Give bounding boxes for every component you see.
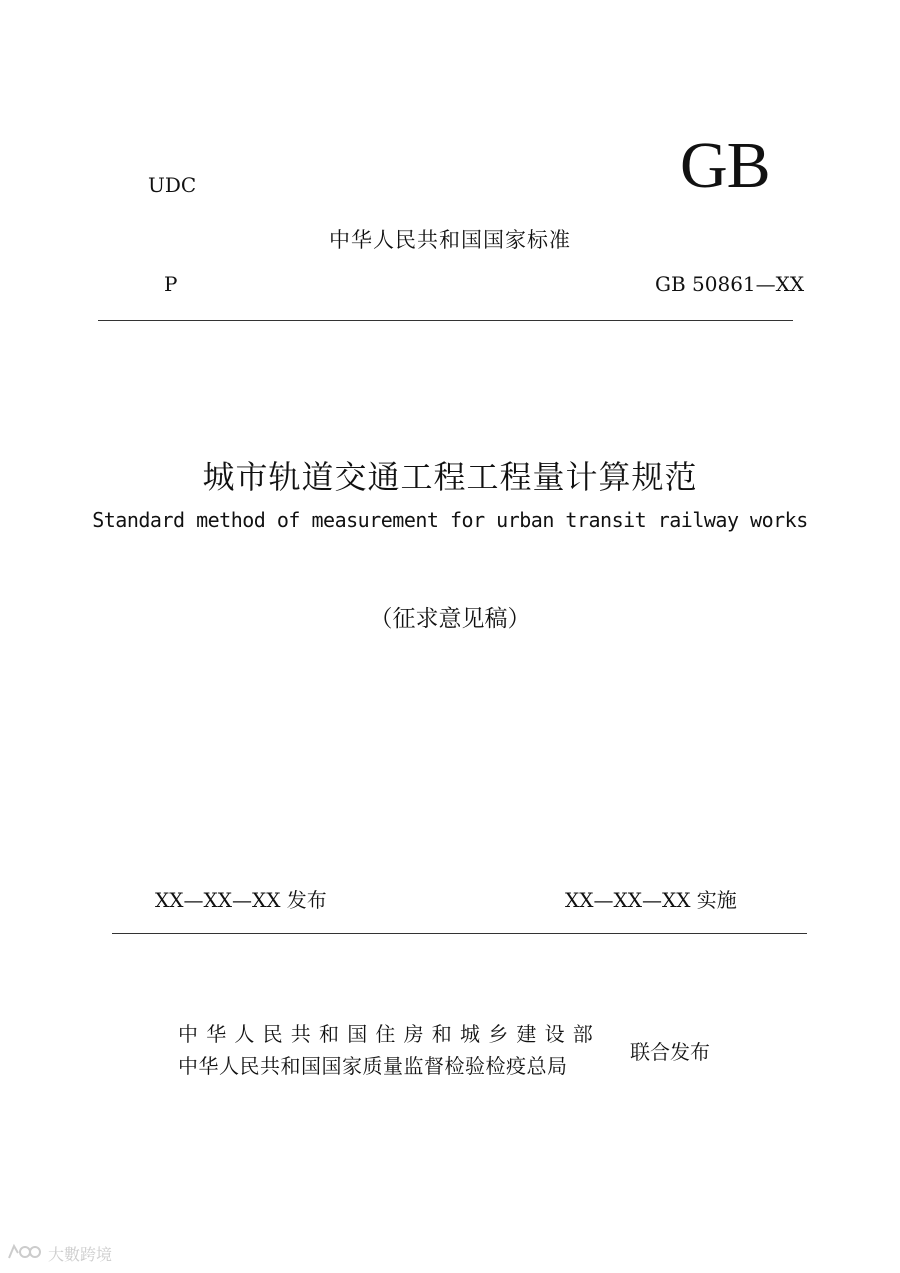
standard-number: GB 50861—XX (655, 272, 805, 296)
publisher-ministry: 中华人民共和国住房和城乡建设部 (178, 1022, 601, 1046)
draft-note: （征求意见稿） (369, 606, 531, 632)
document-title-chinese: 城市轨道交通工程工程量计算规范 (202, 458, 698, 496)
classification-code: P (164, 272, 178, 296)
issue-date: XX—XX—XX 发布 (155, 888, 327, 912)
watermark (6, 1242, 112, 1265)
implementation-date: XX—XX—XX 实施 (565, 888, 737, 912)
top-divider (98, 320, 793, 321)
joint-release-label: 联合发布 (630, 1040, 710, 1064)
brand-logo-icon (6, 1243, 44, 1265)
publisher-aqsiq: 中华人民共和国国家质量监督检验检疫总局 (178, 1054, 568, 1078)
udc-label: UDC (148, 173, 197, 197)
national-standard-heading: 中华人民共和国国家标准 (329, 228, 571, 252)
watermark-text: 大數跨境 (48, 1245, 113, 1264)
bottom-divider (112, 933, 807, 934)
gb-logo: GB (680, 129, 770, 202)
document-title-english: Standard method of measurement for urban transit railway works (92, 508, 808, 532)
